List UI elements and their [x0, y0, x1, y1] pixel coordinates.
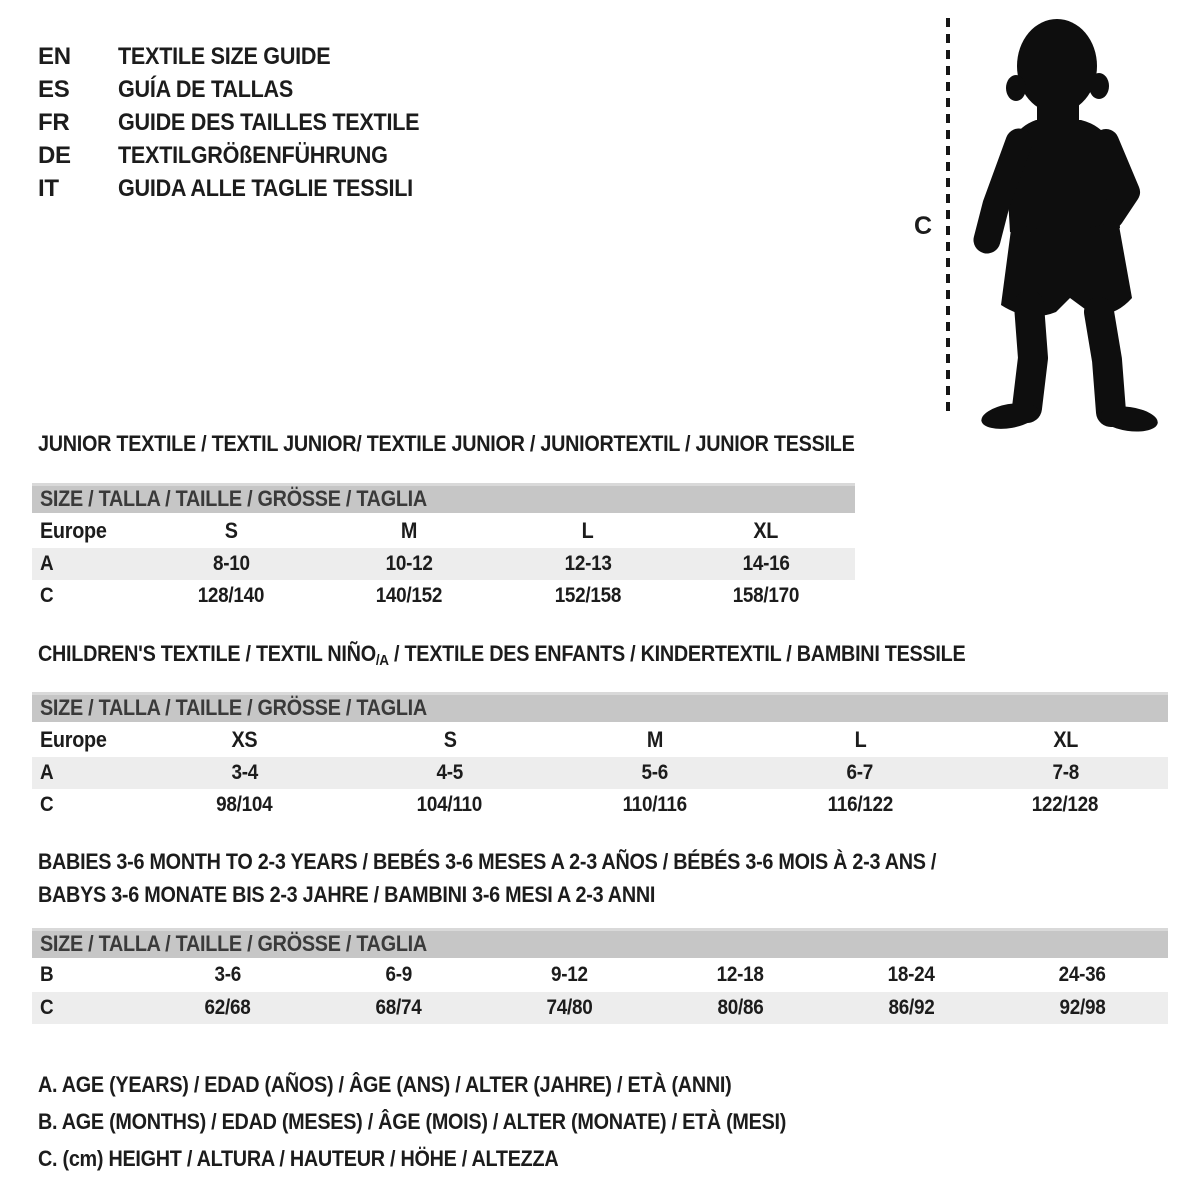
language-code: FR [38, 109, 70, 136]
size-header-text: SIZE / TALLA / TAILLE / GRÖSSE / TAGLIA [40, 486, 427, 511]
junior-row-age [32, 548, 855, 580]
size-col-header: XL [753, 517, 779, 543]
row-label-cell: C [40, 793, 54, 816]
language-title: TEXTILE SIZE GUIDE [118, 43, 331, 70]
children-row-height [32, 789, 1168, 821]
children-section-title [38, 642, 1068, 673]
row-label-cell: C [40, 584, 54, 607]
babies-size-header-bar [32, 928, 1168, 958]
size-header-text: SIZE / TALLA / TAILLE / GRÖSSE / TAGLIA [40, 695, 427, 720]
region-label-cell: Europe [40, 517, 107, 543]
children-columns-row [32, 722, 1168, 757]
table-cell: 128/140 [197, 584, 265, 607]
language-code: DE [38, 142, 71, 169]
size-col-header: S [224, 517, 238, 543]
height-measure-label: C [914, 212, 932, 240]
table-cell: 152/158 [554, 584, 621, 607]
language-row [38, 73, 453, 106]
children-size-table [32, 692, 1168, 821]
table-cell: 74/80 [546, 996, 593, 1019]
table-cell: 110/116 [622, 793, 688, 816]
language-title: GUÍA DE TALLAS [118, 76, 294, 103]
table-cell: 80/86 [717, 996, 764, 1019]
babies-section-title [38, 845, 1036, 911]
table-cell: 158/170 [732, 584, 800, 607]
table-cell: 7-8 [1052, 761, 1079, 784]
junior-section-title-text: JUNIOR TEXTILE / TEXTIL JUNIOR/ TEXTILE JUNIOR / JUNIORTEXTIL / JUNIOR TESSILE [38, 431, 855, 456]
toddler-silhouette-graphic [900, 0, 1200, 440]
row-label-cell: B [40, 963, 54, 986]
children-section-title-text: CHILDREN'S TEXTILE / TEXTIL NIÑO/A / TEXTILE DES ENFANTS / KINDERTEXTIL / BAMBINI TESSILE [38, 641, 966, 669]
table-cell: 6-9 [385, 963, 412, 986]
children-row-age [32, 757, 1168, 789]
language-code: ES [38, 76, 70, 103]
table-cell: 62/68 [204, 996, 251, 1019]
table-cell: 12-18 [717, 963, 764, 986]
table-cell: 104/110 [417, 793, 483, 816]
table-cell: 92/98 [1059, 996, 1106, 1019]
junior-columns-row [32, 513, 855, 548]
row-label-cell: A [40, 552, 54, 575]
table-cell: 10-12 [385, 552, 433, 575]
size-col-header: L [854, 726, 867, 752]
table-cell: 4-5 [436, 761, 464, 784]
table-cell: 14-16 [742, 552, 790, 575]
size-col-header: L [581, 517, 594, 543]
row-label-cell: A [40, 761, 54, 784]
junior-section-title [38, 432, 945, 456]
table-cell: 3-6 [214, 963, 241, 986]
table-cell: 122/128 [1032, 793, 1099, 816]
table-cell: 86/92 [888, 996, 935, 1019]
table-cell: 140/152 [376, 584, 443, 607]
language-code: EN [38, 43, 71, 70]
table-cell: 116/122 [827, 793, 893, 816]
size-col-header: XL [1053, 726, 1078, 752]
row-label-cell: C [40, 996, 54, 1019]
table-cell: 24-36 [1059, 963, 1106, 986]
babies-row-months [32, 958, 1168, 992]
language-row [38, 139, 453, 172]
table-cell: 12-13 [564, 552, 612, 575]
legend [38, 1066, 869, 1177]
babies-row-height [32, 992, 1168, 1024]
size-col-header: M [401, 517, 418, 543]
legend-line-c: C. (cm) HEIGHT / ALTURA / HAUTEUR / HÖHE / ALTEZZA [38, 1146, 559, 1171]
table-cell: 98/104 [216, 793, 273, 816]
table-cell: 68/74 [375, 996, 422, 1019]
table-cell: 3-4 [231, 761, 258, 784]
toddler-silhouette-icon [979, 19, 1159, 435]
size-col-header: XS [231, 726, 258, 752]
size-col-header: M [646, 726, 664, 752]
table-cell: 5-6 [641, 761, 669, 784]
language-title: GUIDE DES TAILLES TEXTILE [118, 109, 420, 136]
table-cell: 9-12 [551, 963, 588, 986]
legend-line-a: A. AGE (YEARS) / EDAD (AÑOS) / ÂGE (ANS) / ALTER (JAHRE) / ETÀ (ANNI) [38, 1072, 732, 1097]
language-code: IT [38, 175, 59, 202]
babies-title-line2: BABYS 3-6 MONATE BIS 2-3 JAHRE / BAMBINI 3-6 MESI A 2-3 ANNI [38, 882, 656, 907]
size-col-header: S [443, 726, 457, 752]
junior-size-header-bar [32, 483, 855, 513]
children-size-header-bar [32, 692, 1168, 722]
height-figure [900, 0, 1200, 440]
language-list [38, 40, 453, 205]
table-cell: 18-24 [888, 963, 935, 986]
babies-size-table [32, 928, 1168, 1024]
junior-row-height [32, 580, 855, 612]
legend-line-b: B. AGE (MONTHS) / EDAD (MESES) / ÂGE (MOIS) / ALTER (MONATE) / ETÀ (MESI) [38, 1109, 787, 1134]
size-header-text: SIZE / TALLA / TAILLE / GRÖSSE / TAGLIA [40, 931, 427, 956]
junior-size-table [32, 483, 855, 612]
language-row [38, 40, 453, 73]
language-row [38, 106, 453, 139]
region-label-cell: Europe [40, 726, 107, 752]
language-title: GUIDA ALLE TAGLIE TESSILI [118, 175, 413, 202]
language-title: TEXTILGRÖßENFÜHRUNG [118, 142, 388, 169]
title-subscript: /A [375, 652, 389, 669]
table-cell: 6-7 [846, 761, 874, 784]
table-cell: 8-10 [212, 552, 250, 575]
language-row [38, 172, 453, 205]
babies-title-line1: BABIES 3-6 MONTH TO 2-3 YEARS / BEBÉS 3-6 MESES A 2-3 AÑOS / BÉBÉS 3-6 MOIS À 2-3 ANS / [38, 849, 937, 874]
